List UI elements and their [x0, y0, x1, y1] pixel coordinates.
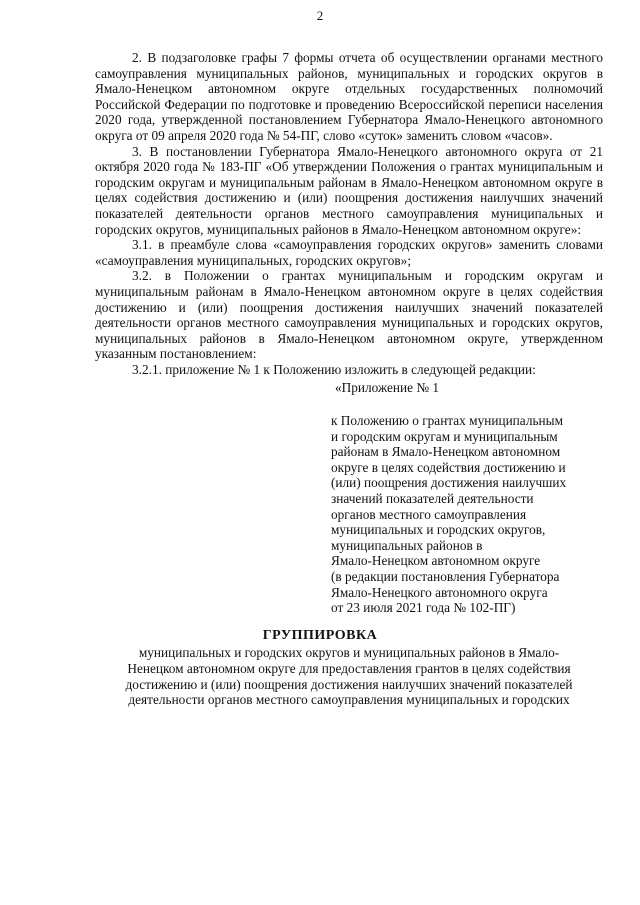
paragraph-item-3: 3. В постановлении Губернатора Ямало-Ненецкого автономного округа от 21 октября 2020 года № 183-ПГ «Об утверждении Положения о грантах муниципальным и городским округам и муниципальным районам в Ямало-Ненецком автономном округе в целях содействия достижению и (или) поощрения достижения наилучших значений показателей деятельности органов местного самоуправления муниципальных и городских округов, муниципальных районов в Ямало-Ненецком автономном округе»:	[95, 143, 603, 237]
subheading-line: достижению и (или) поощрения достижения наилучших значений показателей	[125, 676, 573, 692]
appendix-line: от 23 июля 2021 года № 102-ПГ)	[331, 600, 516, 616]
paragraph-item-3-2-1: 3.2.1. приложение № 1 к Положению изложить в следующей редакции:	[132, 361, 536, 377]
appendix-line: значений показателей деятельности	[331, 491, 534, 507]
paragraph-item-2: 2. В подзаголовке графы 7 формы отчета об осуществлении органами местного самоуправления муниципальных районов, муниципальных и городских округов в Ямало-Ненецком автономном округе отдельных государственных полномочий Российской Федерации по подготовке и проведению Всероссийской переписи населения 2020 года, утвержденной постановлением Губернатора Ямало-Ненецкого автономного округа от 09 апреля 2020 года № 54-ПГ, слово «суток» заменить словом «часов».	[95, 50, 603, 143]
section-subheading	[95, 645, 603, 708]
subheading-line: Ненецком автономном округе для предоставления грантов в целях содействия	[127, 660, 571, 676]
appendix-line: (или) поощрения достижения наилучших	[331, 475, 567, 491]
document-body	[95, 50, 603, 616]
subheading-line: деятельности органов местного самоуправления муниципальных и городских	[128, 692, 570, 708]
appendix-line: и городским округам и муниципальным	[331, 428, 558, 444]
subheading-line: муниципальных и городских округов и муниципальных районов в Ямало-	[138, 645, 560, 660]
appendix-line: органов местного самоуправления	[331, 506, 527, 522]
appendix-title: «Приложение № 1	[335, 380, 439, 396]
appendix-reference	[331, 413, 593, 616]
page-number: 2	[316, 8, 324, 23]
paragraph-item-3-1: 3.1. в преамбуле слова «самоуправления городских округов» заменить словами «самоуправления муниципальных, городских округов»;	[95, 237, 603, 268]
section-heading: ГРУППИРОВКА	[262, 628, 378, 643]
paragraph-item-3-2: 3.2. в Положении о грантах муниципальным и городским округам и муниципальным районам в Ямало-Ненецком автономном округе в целях содействия достижению и (или) поощрения достижения наилучших значений показателей деятельности органов местного самоуправления муниципальных и городских округов, муниципальных районов в Ямало-Ненецком автономном округе, утвержденном указанным постановлением:	[95, 268, 603, 362]
appendix-line: округе в целях содействия достижению и	[331, 459, 566, 475]
appendix-line: муниципальных и городских округов,	[331, 522, 546, 538]
appendix-line: районам в Ямало-Ненецком автономном	[331, 444, 561, 460]
appendix-line: Ямало-Ненецком автономном округе	[331, 553, 541, 569]
appendix-line: Ямало-Ненецкого автономного округа	[331, 584, 548, 600]
appendix-line: к Положению о грантах муниципальным	[331, 413, 563, 429]
appendix-line: муниципальных районов в	[331, 537, 483, 553]
appendix-line: (в редакции постановления Губернатора	[331, 569, 560, 584]
